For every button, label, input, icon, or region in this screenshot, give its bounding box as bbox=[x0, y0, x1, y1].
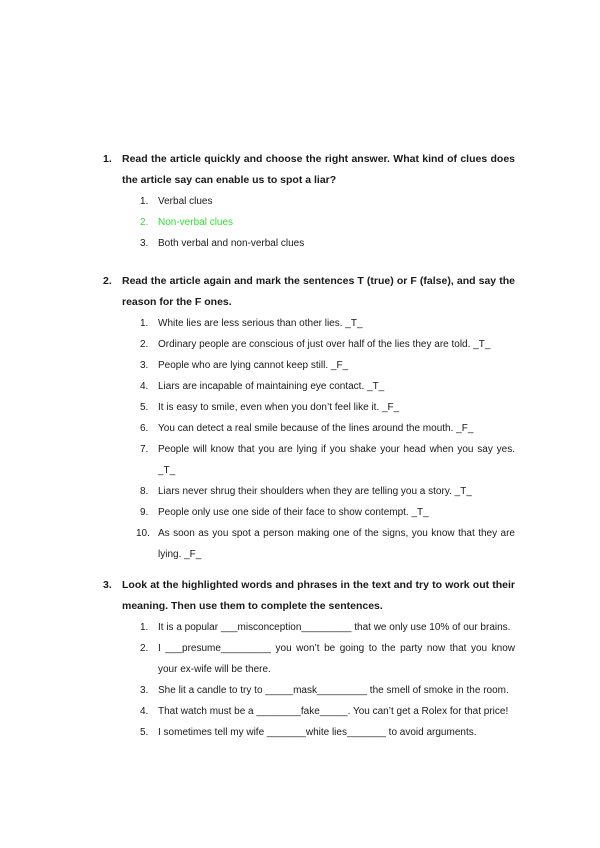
item-number: 2. bbox=[140, 217, 149, 228]
list-item bbox=[140, 439, 515, 481]
item-number: 1. bbox=[140, 622, 149, 633]
item-text: Non-verbal clues bbox=[158, 217, 234, 228]
fill-in-list bbox=[140, 617, 515, 743]
item-text: It is easy to smile, even when you don’t feel like it. _F_ bbox=[158, 402, 400, 413]
list-item bbox=[136, 523, 515, 565]
item-text: People only use one side of their face to show contempt. _T_ bbox=[158, 507, 429, 518]
item-text: She lit a candle to try to _____mask_________ the smell of smoke in the room. bbox=[158, 685, 509, 696]
list-item bbox=[140, 638, 515, 680]
item-text: Verbal clues bbox=[158, 196, 213, 207]
item-number: 1. bbox=[140, 318, 149, 329]
list-item bbox=[140, 722, 515, 743]
list-item bbox=[140, 313, 515, 334]
question-2 bbox=[105, 271, 515, 565]
answer-options bbox=[140, 191, 515, 254]
item-text: Ordinary people are conscious of just over half of the lies they are told. _T_ bbox=[158, 339, 491, 350]
list-item bbox=[140, 334, 515, 355]
item-number: 3. bbox=[140, 685, 149, 696]
item-number: 1. bbox=[140, 196, 149, 207]
item-number: 4. bbox=[140, 381, 149, 392]
item-number: 6. bbox=[140, 423, 149, 434]
item-text: White lies are less serious than other lies. _T_ bbox=[158, 318, 363, 329]
item-number: 9. bbox=[140, 507, 149, 518]
item-text: Both verbal and non-verbal clues bbox=[158, 238, 305, 249]
item-number: 2. bbox=[140, 643, 149, 654]
item-number: 5. bbox=[140, 402, 149, 413]
question-text: Read the article quickly and choose the right answer. What kind of clues does the article say can enable us to spot a liar? bbox=[122, 153, 515, 186]
item-number: 4. bbox=[140, 706, 149, 717]
item-number: 8. bbox=[140, 486, 149, 497]
list-item bbox=[140, 617, 515, 638]
item-number: 2. bbox=[140, 339, 149, 350]
question-number: 2. bbox=[103, 275, 112, 287]
item-number: 5. bbox=[140, 727, 149, 738]
item-number: 3. bbox=[140, 238, 149, 249]
list-item bbox=[140, 680, 515, 701]
list-item-selected bbox=[140, 212, 515, 233]
item-number: 3. bbox=[140, 360, 149, 371]
list-item bbox=[140, 191, 515, 212]
item-text: That watch must be a ________fake_____. You can’t get a Rolex for that price! bbox=[158, 706, 509, 717]
item-text: I ___presume_________ you won’t be going to the party now that you know your ex-wife will be there. bbox=[158, 643, 515, 675]
item-text: You can detect a real smile because of the lines around the mouth. _F_ bbox=[158, 423, 474, 434]
question-text: Look at the highlighted words and phrases in the text and try to work out their meaning. Then use them to complete the sentences. bbox=[122, 579, 515, 612]
true-false-list bbox=[136, 313, 515, 565]
item-text: Liars are incapable of maintaining eye contact. _T_ bbox=[158, 381, 385, 392]
list-item bbox=[140, 397, 515, 418]
item-text: I sometimes tell my wife _______white lies_______ to avoid arguments. bbox=[158, 727, 477, 738]
question-text: Read the article again and mark the sentences T (true) or F (false), and say the reason for the F ones. bbox=[122, 275, 515, 308]
question-1 bbox=[105, 149, 515, 254]
item-text: It is a popular ___misconception_________ that we only use 10% of our brains. bbox=[158, 622, 511, 633]
list-item bbox=[140, 701, 515, 722]
item-number: 7. bbox=[140, 444, 149, 455]
list-item bbox=[140, 233, 515, 254]
question-3 bbox=[105, 575, 515, 743]
list-item bbox=[140, 481, 515, 502]
list-item bbox=[140, 502, 515, 523]
item-text: Liars never shrug their shoulders when they are telling you a story. _T_ bbox=[158, 486, 472, 497]
item-number: 10. bbox=[136, 528, 150, 539]
list-item bbox=[140, 376, 515, 397]
item-text: As soon as you spot a person making one of the signs, you know that they are lying. _F_ bbox=[158, 528, 515, 560]
question-number: 1. bbox=[103, 153, 112, 165]
list-item bbox=[140, 355, 515, 376]
item-text: People will know that you are lying if you shake your head when you say yes. _T_ bbox=[158, 444, 515, 476]
item-text: People who are lying cannot keep still. _F_ bbox=[158, 360, 349, 371]
list-item bbox=[140, 418, 515, 439]
question-number: 3. bbox=[103, 579, 112, 591]
